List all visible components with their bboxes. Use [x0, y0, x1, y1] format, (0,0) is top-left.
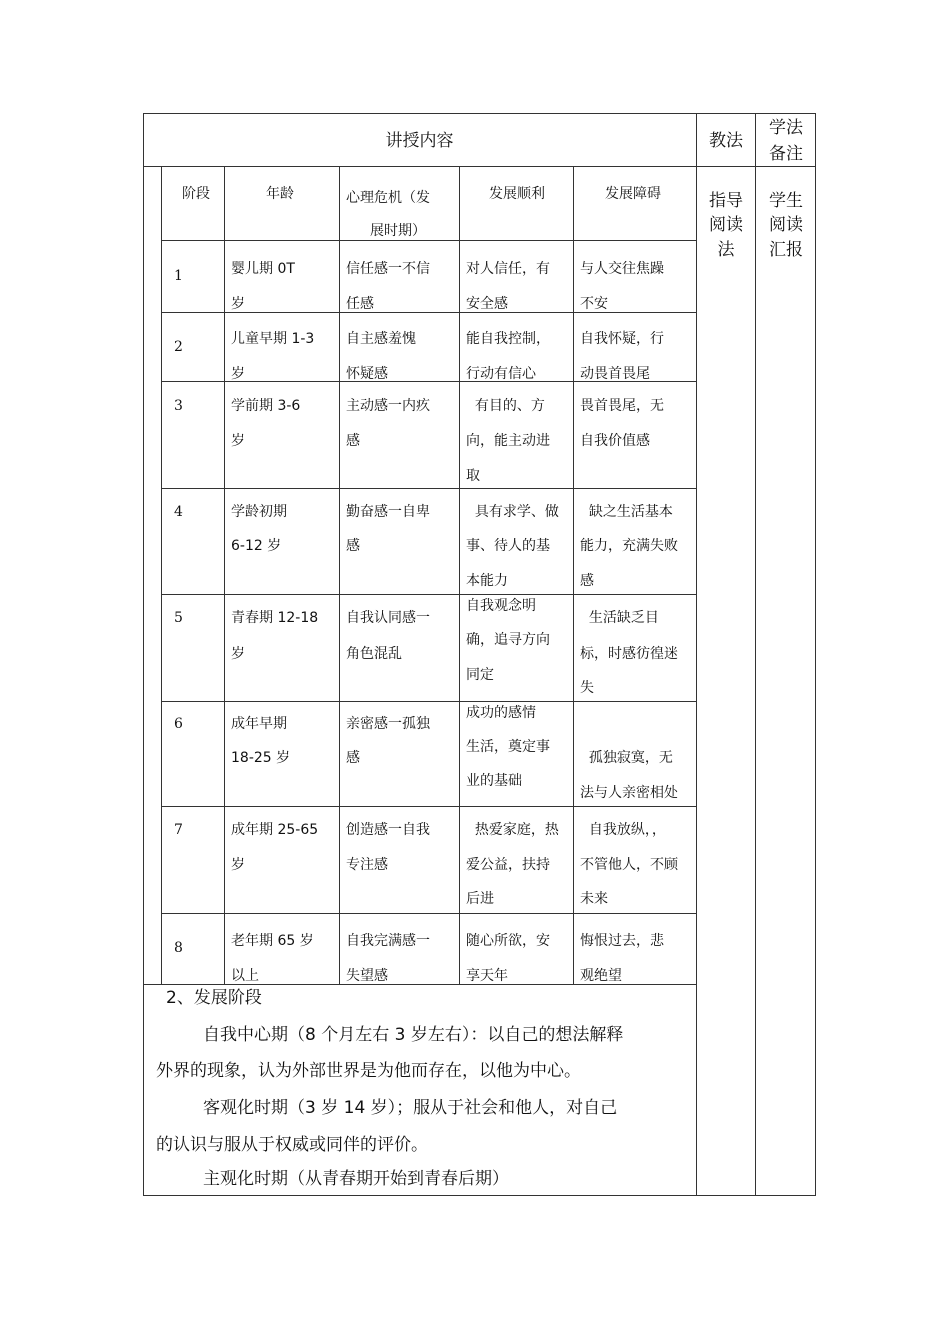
row-line: [161, 488, 696, 489]
header-content: 讲授内容: [385, 131, 454, 151]
paragraph-line: 的认识与服从于权威或同伴的评价。: [156, 1135, 428, 1155]
table-row-smooth: 取: [466, 468, 480, 484]
table-row-age: 岁: [231, 857, 245, 873]
table-row-crisis: 自我认同感一: [346, 610, 430, 626]
table-row-crisis: 信任感一不信: [346, 261, 430, 277]
table-row-obstacle: 动畏首畏尾: [580, 366, 650, 382]
table-row-stage: 6: [174, 716, 183, 732]
paragraph-line: 自我中心期（8 个月左右 3 岁左右）：以自己的想法解释: [203, 1025, 624, 1045]
table-row-obstacle: 悔恨过去，悲: [580, 933, 664, 949]
table-row-smooth: 具有求学、做: [466, 504, 559, 520]
table-row-crisis: 亲密感一孤独: [346, 716, 430, 732]
header-notes-2: 备注: [769, 144, 803, 164]
table-row-crisis: 失望感: [346, 968, 388, 984]
row-line: [161, 701, 696, 702]
th-crisis-1: 心理危机（发: [346, 190, 430, 206]
table-row-smooth: 热爱家庭，热: [466, 822, 559, 838]
table-row-crisis: 专注感: [346, 857, 388, 873]
table-row-crisis: 感: [346, 433, 360, 449]
table-row-smooth: 确，追寻方向: [466, 632, 550, 648]
th-obstacle: 发展障碍: [605, 186, 661, 202]
table-row-crisis: 自主感羞愧: [346, 331, 416, 347]
table-row-obstacle: 自我怀疑，行: [580, 331, 664, 347]
table-row-smooth: 生活，奠定事: [466, 739, 550, 755]
table-row-stage: 8: [174, 940, 183, 956]
paragraph-line: 外界的现象，认为外部世界是为他而存在，以他为中心。: [156, 1061, 581, 1081]
col-line-crisis: [339, 166, 340, 984]
table-row-obstacle: 感: [580, 573, 594, 589]
table-row-obstacle: 不管他人，不顾: [580, 857, 678, 873]
col-line-smooth: [459, 166, 460, 984]
table-row-crisis: 感: [346, 538, 360, 554]
table-row-stage: 5: [174, 610, 183, 626]
table-row-crisis: 感: [346, 750, 360, 766]
table-row-crisis: 任感: [346, 296, 374, 312]
table-row-age: 岁: [231, 646, 245, 662]
table-row-stage: 3: [174, 398, 183, 414]
table-row-obstacle: 畏首畏尾，无: [580, 398, 664, 414]
table-row-age: 学龄初期: [231, 504, 287, 520]
table-row-smooth: 向，能主动进: [466, 433, 550, 449]
table-row-smooth: 爱公益，扶持: [466, 857, 550, 873]
table-row-age: 岁: [231, 366, 245, 382]
header-divider: [143, 166, 816, 167]
table-row-smooth: 成功的感情: [466, 705, 536, 721]
table-row-smooth: 能自我控制，: [466, 331, 550, 347]
row-line: [161, 240, 696, 241]
table-row-obstacle: 能力，充满失败: [580, 538, 678, 554]
method-text-2: 阅读: [709, 215, 743, 235]
table-row-crisis: 自我完满感一: [346, 933, 430, 949]
table-row-smooth: 业的基础: [466, 773, 522, 789]
table-row-obstacle: 标，时感彷徨迷: [580, 646, 678, 662]
table-row-age: 老年期 65 岁: [231, 933, 314, 949]
table-row-smooth: 对人信任，有: [466, 261, 550, 277]
table-row-age: 岁: [231, 433, 245, 449]
section-title: 2、发展阶段: [166, 988, 262, 1008]
table-row-stage: 4: [174, 504, 183, 520]
table-row-stage: 7: [174, 822, 183, 838]
th-age: 年龄: [266, 186, 294, 202]
col-line-age: [224, 166, 225, 984]
table-row-age: 学前期 3-6: [231, 398, 301, 414]
table-row-age: 18-25 岁: [231, 750, 291, 766]
table-row-obstacle: 法与人亲密相处: [580, 785, 678, 801]
table-row-age: 以上: [231, 968, 259, 984]
row-line: [161, 913, 696, 914]
table-row-crisis: 创造感一自我: [346, 822, 430, 838]
table-row-smooth: 后进: [466, 891, 494, 907]
notes-text-1: 学生: [769, 191, 803, 211]
table-row-smooth: 自我观念明: [466, 598, 536, 614]
column-divider-method: [696, 113, 697, 1196]
table-row-crisis: 勤奋感一自卑: [346, 504, 430, 520]
paragraph-line: 主观化时期（从青春期开始到青春后期）: [203, 1169, 509, 1189]
method-text-1: 指导: [709, 191, 743, 211]
table-row-age: 成年期 25-65: [231, 822, 319, 838]
header-notes-1: 学法: [769, 118, 803, 138]
table-row-obstacle: 未来: [580, 891, 608, 907]
table-row-obstacle: 失: [580, 680, 594, 696]
table-row-age: 6-12 岁: [231, 538, 282, 554]
table-row-obstacle: 孤独寂寞，无: [580, 750, 673, 766]
table-row-smooth: 随心所欲，安: [466, 933, 550, 949]
table-bottom-line: [143, 984, 696, 985]
table-row-smooth: 有目的、方: [466, 398, 545, 414]
table-row-smooth: 同定: [466, 667, 494, 683]
table-row-age: 成年早期: [231, 716, 287, 732]
table-row-crisis: 角色混乱: [346, 646, 402, 662]
table-row-obstacle: 缺之生活基本: [580, 504, 673, 520]
table-row-obstacle: 生活缺乏目: [580, 610, 659, 626]
table-row-crisis: 怀疑感: [346, 366, 388, 382]
table-row-age: 儿童早期 1-3: [231, 331, 315, 347]
header-method: 教法: [709, 131, 743, 151]
table-row-obstacle: 自我价值感: [580, 433, 650, 449]
column-divider-notes: [755, 113, 756, 1196]
method-text-3: 法: [717, 240, 735, 260]
table-row-smooth: 行动有信心: [466, 366, 536, 382]
row-line: [161, 594, 696, 595]
table-row-obstacle: 观绝望: [580, 968, 622, 984]
table-row-obstacle: 自我放纵，，: [580, 822, 666, 838]
th-crisis-2: 展时期）: [370, 223, 426, 239]
table-row-stage: 1: [174, 268, 183, 284]
table-row-smooth: 享天年: [466, 968, 508, 984]
inner-left-border: [161, 166, 162, 984]
table-row-smooth: 安全感: [466, 296, 508, 312]
th-smooth: 发展顺利: [489, 186, 545, 202]
th-stage: 阶段: [182, 186, 210, 202]
table-row-stage: 2: [174, 339, 183, 355]
paragraph-line: 客观化时期（3 岁 14 岁）；服从于社会和他人，对自己: [203, 1098, 618, 1118]
table-row-obstacle: 不安: [580, 296, 608, 312]
col-line-obstacle: [573, 166, 574, 984]
table-row-crisis: 主动感一内疚: [346, 398, 430, 414]
table-row-smooth: 本能力: [466, 573, 508, 589]
table-row-age: 婴儿期 0T: [231, 261, 295, 277]
notes-text-3: 汇报: [769, 240, 803, 260]
table-row-smooth: 事、待人的基: [466, 538, 550, 554]
table-row-age: 青春期 12-18: [231, 610, 319, 626]
table-row-obstacle: 与人交往焦躁: [580, 261, 664, 277]
table-row-age: 岁: [231, 296, 245, 312]
notes-text-2: 阅读: [769, 215, 803, 235]
